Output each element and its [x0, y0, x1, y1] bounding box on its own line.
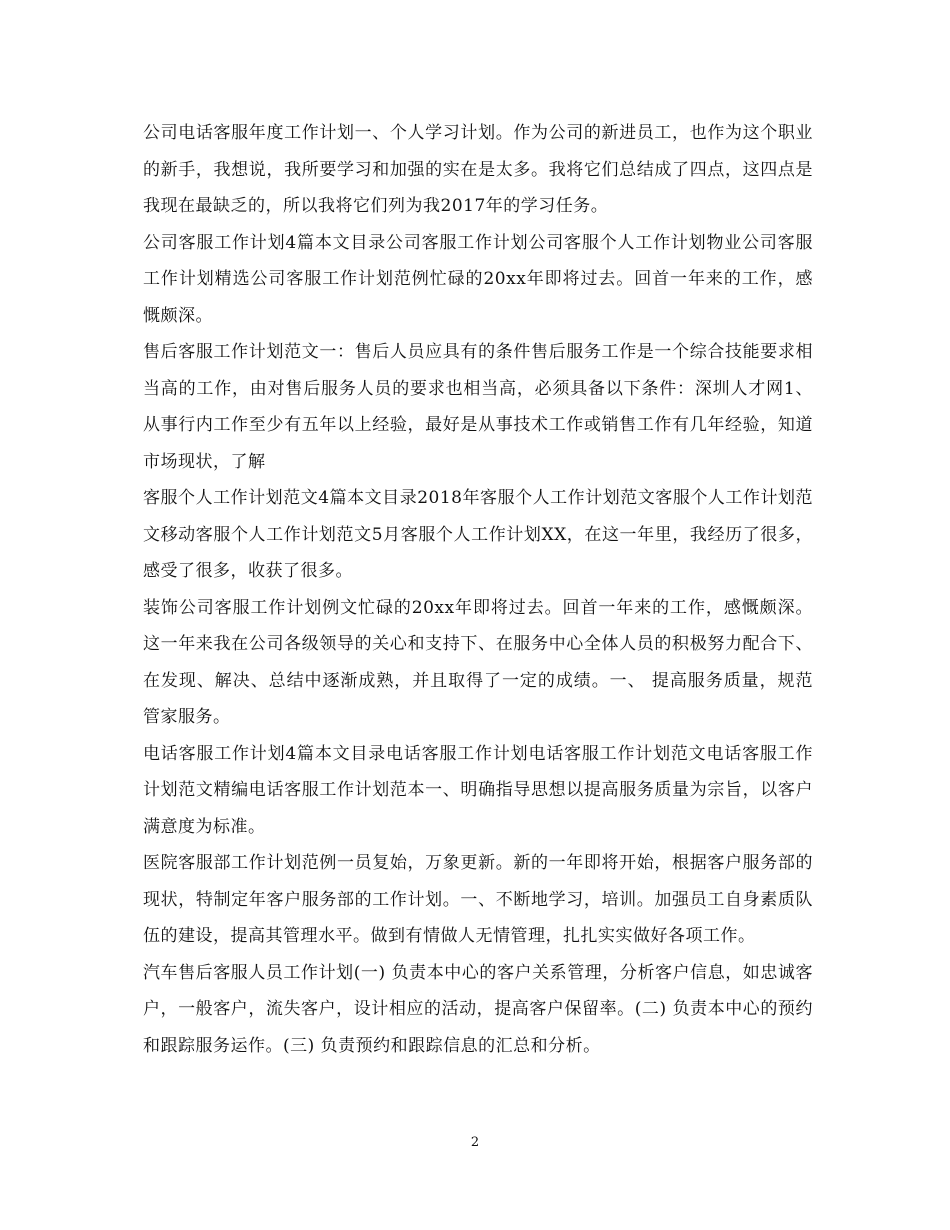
page-number: 2 [470, 1135, 480, 1150]
paragraph-2: 公司客服工作计划4篇本文目录公司客服工作计划公司客服个人工作计划物业公司客服工作计划精选公司客服工作计划范例忙碌的20xx年即将过去。回首一年来的工作，感慨颇深。 [143, 232, 813, 326]
paragraph-4: 客服个人工作计划范文4篇本文目录2018年客服个人工作计划范文客服个人工作计划范文移动客服个人工作计划范文5月客服个人工作计划XX，在这一年里，我经历了很多，感受了很多，收获了很多。 [143, 488, 813, 581]
paragraph-6: 电话客服工作计划4篇本文目录电话客服工作计划电话客服工作计划范文电话客服工作计划范文精编电话客服工作计划范本一、明确指导思想以提高服务质量为宗旨，以客户满意度为标准。 [143, 743, 813, 837]
paragraph-1: 公司电话客服年度工作计划一、个人学习计划。作为公司的新进员工，也作为这个职业的新手，我想说，我所要学习和加强的实在是太多。我将它们总结成了四点，这四点是我现在最缺乏的，所以我将它们列为我2017年的学习任务。 [143, 123, 813, 216]
paragraph-7: 医院客服部工作计划范例一员复始，万象更新。新的一年即将开始，根据客户服务部的现状，特制定年客户服务部的工作计划。一、不断地学习，培训。加强员工自身素质队伍的建设，提高其管理水平。做到有情做人无情管理，扎扎实实做好各项工作。 [143, 853, 813, 946]
paragraph-3: 售后客服工作计划范文一：售后人员应具有的条件售后服务工作是一个综合技能要求相当高的工作，由对售后服务人员的要求也相当高，必须具备以下条件：深圳人才网1、从事行内工作至少有五年以上经验，最好是从事技术工作或销售工作有几年经验，知道市场现状，了解 [143, 342, 813, 472]
paragraph-5: 装饰公司客服工作计划例文忙碌的20xx年即将过去。回首一年来的工作，感慨颇深。这一年来我在公司各级领导的关心和支持下、在服务中心全体人员的积极努力配合下、在发现、解决、总结中逐渐成熟，并且取得了一定的成绩。一、 提高服务质量，规范管家服务。 [143, 597, 813, 727]
paragraph-8: 汽车售后客服人员工作计划(一) 负责本中心的客户关系管理，分析客户信息，如忠诚客户，一般客户，流失客户，设计相应的活动，提高客户保留率。(二) 负责本中心的预约和跟踪服务运作。(三) 负责预约和跟踪信息的汇总和分析。 [143, 962, 813, 1056]
document-body [143, 115, 813, 1064]
